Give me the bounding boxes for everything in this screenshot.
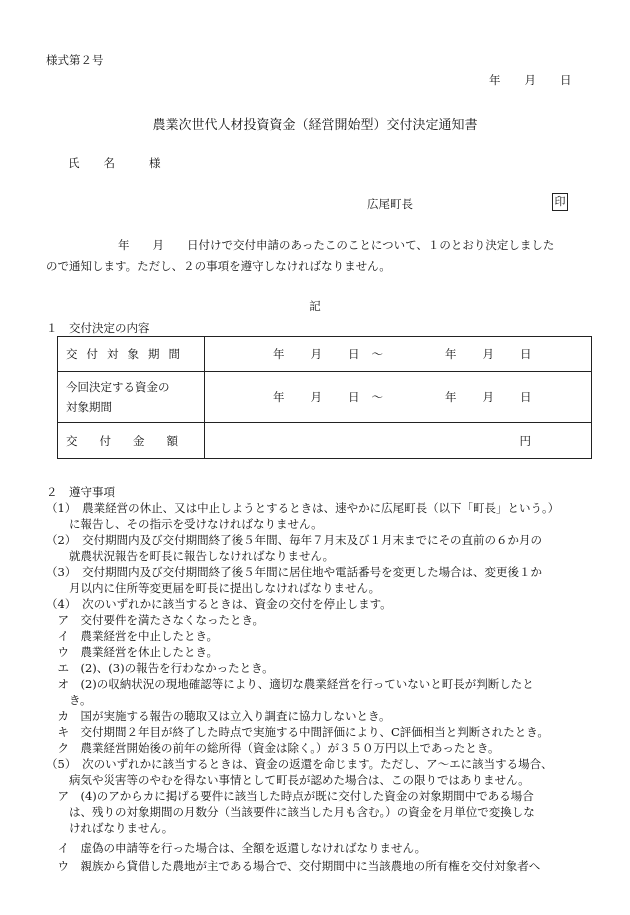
rule-line: イ 虚偽の申請等を行った場合は、全額を返還しなければなりません。 — [46, 841, 427, 855]
rule-line: キ 交付期間２年目が終了した時点で実施する中間評価により、C評価相当と判断されたとき。 — [46, 725, 549, 739]
date-year: 年 — [489, 73, 501, 87]
rule-line: （3） 交付期間内及び交付期間終了後５年間に居住地や電話番号を変更した場合は、変更後１か — [46, 565, 543, 579]
rule-line: ア (4)のアからカに掲げる要件に該当した時点が既に交付した資金の対象期間中である場合 — [46, 789, 534, 803]
form-number: 様式第２号 — [46, 53, 104, 67]
date-day: 日 — [560, 73, 572, 87]
end-day: 日 — [520, 347, 532, 361]
end-year: 年 — [445, 390, 457, 404]
tilde: ～ — [371, 347, 383, 361]
start-year: 年 — [273, 390, 285, 404]
table-row — [58, 372, 592, 423]
seal-mark: 印 — [552, 193, 568, 211]
section1-heading: １ 交付決定の内容 — [46, 321, 150, 335]
rule-line: オ (2)の収納状況の現地確認等により、適切な農業経営を行っていないと町長が判断したと — [46, 677, 534, 691]
rule-line: （5） 次のいずれかに該当するときは、資金の返還を命じます。ただし、ア～エに該当する場合、 — [46, 757, 553, 771]
table-row — [58, 423, 592, 459]
rule-line: 月以内に住所等変更届を町長に提出しなければなりません。 — [46, 581, 381, 595]
addressee — [68, 155, 161, 171]
tilde: ～ — [371, 390, 383, 404]
name-label-1: 氏 — [68, 156, 80, 170]
label-period — [58, 337, 205, 372]
issuer-name: 広尾町長 — [367, 197, 413, 211]
date-month: 月 — [524, 73, 536, 87]
intro-line-1-text: 年 月 日付けで交付申請のあったこのことについて、１のとおり決定しました — [118, 238, 555, 252]
start-year: 年 — [273, 347, 285, 361]
amount-unit: 円 — [205, 423, 592, 459]
section2-heading: ２ 遵守事項 — [46, 485, 115, 499]
table-row — [58, 337, 592, 372]
period-value — [205, 337, 592, 372]
end-year: 年 — [445, 347, 457, 361]
start-month: 月 — [310, 347, 322, 361]
start-day: 日 — [348, 347, 360, 361]
label-amount-text: 交付金額 — [66, 433, 200, 448]
label-current-period — [58, 372, 205, 423]
label-current-line2: 対象期間 — [66, 400, 112, 414]
rule-line: イ 農業経営を中止したとき。 — [46, 629, 219, 643]
rule-line: に報告し、その指示を受けなければなりません。 — [46, 517, 323, 531]
label-current-line1: 今回決定する資金の — [66, 380, 170, 394]
honorific: 様 — [149, 156, 161, 170]
rule-line: エ (2)、(3)の報告を行わなかったとき。 — [46, 661, 274, 675]
start-day: 日 — [348, 390, 360, 404]
rule-line: ウ 農業経営を休止したとき。 — [46, 645, 219, 659]
rule-line: き。 — [46, 693, 92, 707]
intro-line-2: ので通知します。ただし、２の事項を遵守しなければなりません。 — [46, 259, 391, 273]
rule-line: 就農状況報告を町長に報告しなければなりません。 — [46, 549, 335, 563]
ki-heading: 記 — [309, 299, 321, 313]
end-month: 月 — [482, 347, 494, 361]
label-amount — [58, 423, 205, 459]
decision-table — [57, 336, 592, 459]
rule-line: （1） 農業経営の休止、又は中止しようとするときは、速やかに広尾町長（以下「町長」という。） — [46, 501, 560, 515]
rule-line: カ 国が実施する報告の聴取又は立入り調査に協力しないとき。 — [46, 709, 391, 723]
issue-date — [489, 72, 572, 88]
label-period-text: 交付対象期間 — [66, 347, 189, 361]
end-day: 日 — [520, 390, 532, 404]
document-title: 農業次世代人材投資資金（経営開始型）交付決定通知書 — [152, 118, 478, 133]
rule-line: （2） 交付期間内及び交付期間終了後５年間、毎年７月末及び１月末までにその直前の６か月の — [46, 533, 543, 547]
rule-line: は、残りの対象期間の月数分（当該要件に該当した月も含む。）の資金を月単位で変換しな — [46, 805, 535, 819]
current-period-value — [205, 372, 592, 423]
rule-line: ク 農業経営開始後の前年の総所得（資金は除く。）が３５０万円以上であったとき。 — [46, 741, 500, 755]
rule-line: ア 交付要件を満たさなくなったとき。 — [46, 613, 265, 627]
rule-line: ければなりません。 — [46, 821, 174, 835]
rule-line: （4） 次のいずれかに該当するときは、資金の交付を停止します。 — [46, 597, 392, 611]
intro-line-1 — [46, 237, 554, 253]
name-label-2: 名 — [103, 156, 115, 170]
rule-line: ウ 親族から貸借した農地が主である場合で、交付期間中に当該農地の所有権を交付対象者へ — [46, 859, 541, 873]
rule-line: 病気や災害等のやむを得ない事情として町長が認めた場合は、この限りではありません。 — [46, 773, 530, 787]
start-month: 月 — [310, 390, 322, 404]
end-month: 月 — [482, 390, 494, 404]
